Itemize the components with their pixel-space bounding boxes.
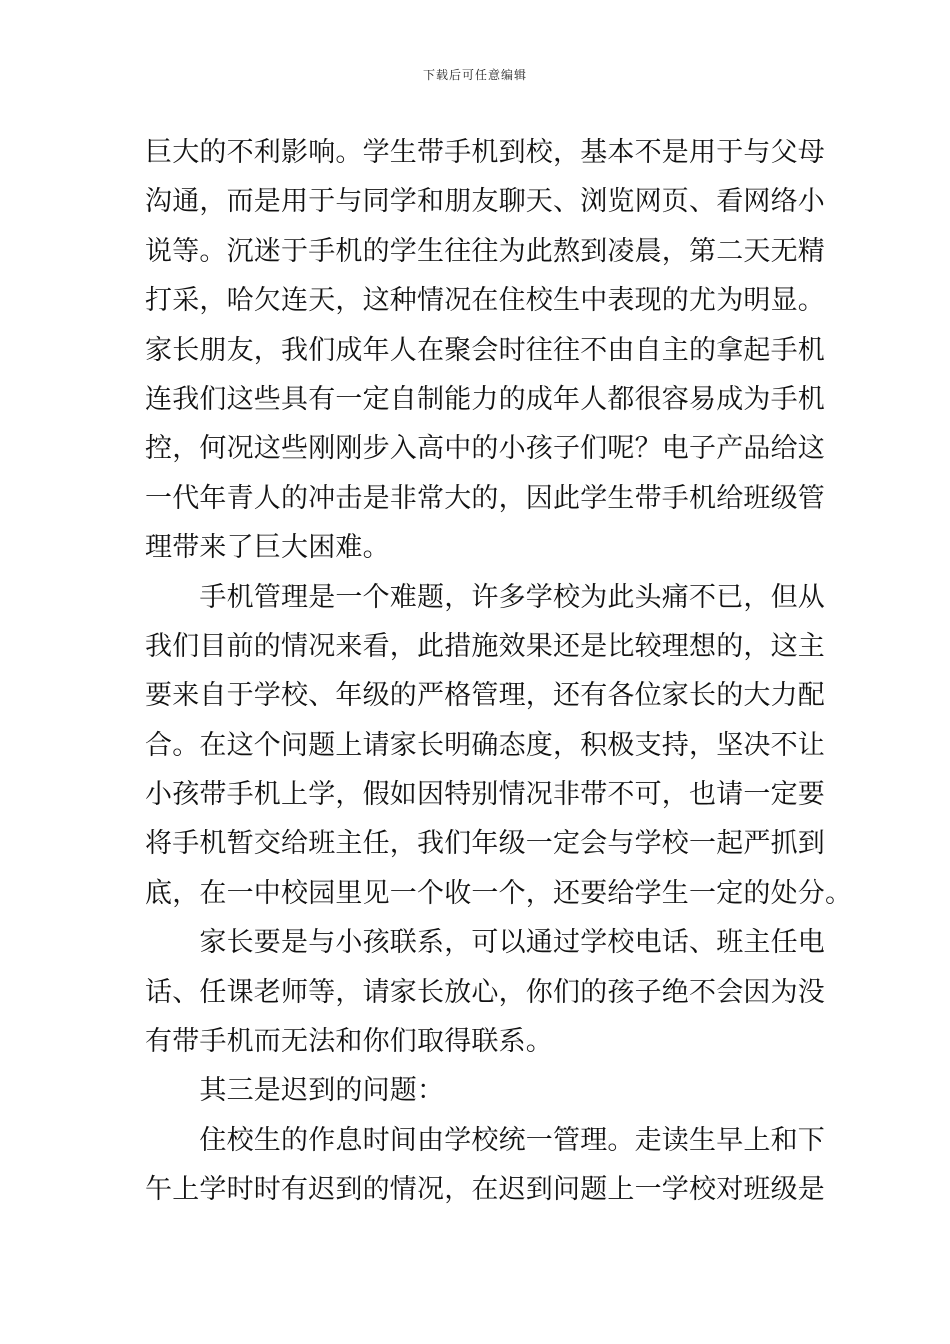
text-line: 合。在这个问题上请家长明确态度，积极支持，坚决不让	[145, 729, 825, 761]
page-header: 下载后可任意编辑	[422, 68, 527, 82]
text-line: 要来自于学校、年级的严格管理，还有各位家长的大力配	[145, 680, 825, 712]
text-line: 家长要是与小孩联系，可以通过学校电话、班主任电	[145, 927, 825, 959]
text-line: 一代年青人的冲击是非常大的，因此学生带手机给班级管	[145, 482, 825, 514]
text-line: 理带来了巨大困难。	[145, 532, 390, 564]
text-line: 打采，哈欠连天，这种情况在住校生中表现的尤为明显。	[145, 285, 825, 317]
text-line: 小孩带手机上学，假如因特别情况非带不可，也请一定要	[145, 779, 825, 811]
text-line: 住校生的作息时间由学校统一管理。走读生早上和下	[145, 1124, 825, 1156]
text-line: 巨大的不利影响。学生带手机到校，基本不是用于与父母	[145, 137, 825, 168]
text-line: 底，在一中校园里见一个收一个，还要给学生一定的处分。	[145, 877, 853, 909]
text-line: 话、任课老师等，请家长放心，你们的孩子绝不会因为没	[145, 976, 825, 1008]
document-body	[145, 128, 853, 1215]
text-line: 将手机暂交给班主任，我们年级一定会与学校一起严抓到	[145, 828, 825, 860]
text-line: 午上学时时有迟到的情况，在迟到问题上一学校对班级是	[145, 1174, 825, 1206]
text-line: 手机管理是一个难题，许多学校为此头痛不已，但从	[145, 581, 825, 613]
text-line: 我们目前的情况来看，此措施效果还是比较理想的，这主	[145, 630, 825, 662]
text-line: 说等。沉迷于手机的学生往往为此熬到凌晨，第二天无精	[145, 235, 825, 267]
text-line: 家长朋友，我们成年人在聚会时往往不由自主的拿起手机	[145, 334, 825, 366]
text-line: 控，何况这些刚刚步入高中的小孩子们呢？电子产品给这	[145, 433, 825, 465]
text-line: 有带手机而无法和你们取得联系。	[145, 1026, 553, 1058]
text-line: 沟通，而是用于与同学和朋友聊天、浏览网页、看网络小	[145, 186, 825, 218]
text-line: 其三是迟到的问题：	[145, 1075, 445, 1107]
text-line: 连我们这些具有一定自制能力的成年人都很容易成为手机	[145, 383, 825, 415]
